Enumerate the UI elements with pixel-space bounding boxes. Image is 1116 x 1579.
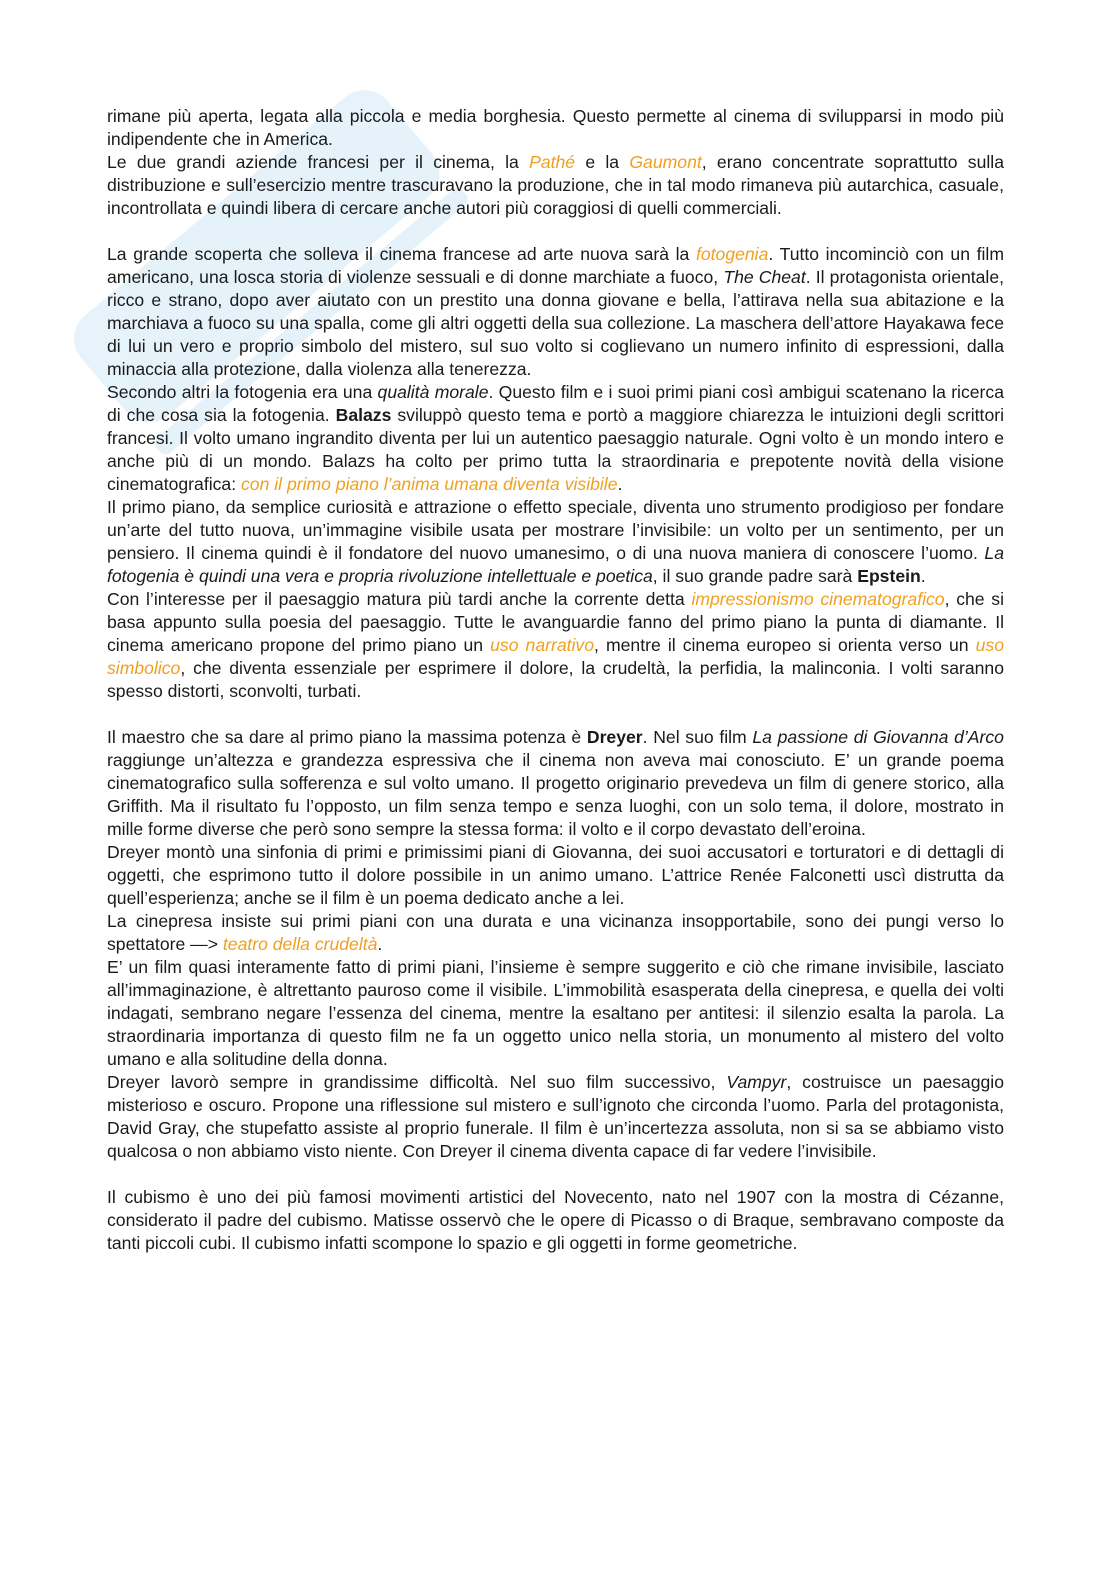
text-segment: Secondo altri la fotogenia era una — [107, 382, 378, 402]
paragraph — [107, 588, 1004, 703]
text-segment: Il cubismo è uno dei più famosi movimenti artistici del Novecento, nato nel 1907 con la mostra di Cézanne, considerato il padre del cubismo. Matisse osservò che le opere di Picasso o di Braque, sembravano composte da tanti piccoli cubi. Il cubismo infatti scompone lo spazio e gli oggetti in forme geometriche. — [107, 1187, 1004, 1253]
text-segment: rimane più aperta, legata alla piccola e media borghesia. Questo permette al cinema di svilupparsi in modo più indipendente che in America. — [107, 106, 1004, 149]
text-segment: . — [377, 934, 383, 954]
highlighted-term: uso simbolico — [107, 635, 1004, 678]
highlighted-term: uso narrativo — [490, 635, 595, 655]
paragraph — [107, 381, 1004, 496]
bold-name: Dreyer — [586, 727, 643, 747]
paragraph — [107, 151, 1004, 220]
text-segment: . Questo film e i suoi primi piani così ambigui scatenano la ricerca di che cosa sia la fotogenia. — [107, 382, 1004, 425]
italic-text: The Cheat — [723, 267, 806, 287]
text-segment: , il suo grande padre sarà — [652, 566, 858, 586]
text-segment: sviluppò questo tema e portò a maggiore chiarezza le intuizioni degli scrittori francesi. Il volto umano ingrandito diventa per lui un autentico paesaggio naturale. Ogni volto è un mondo intero e anche più di un mondo. Balazs ha colto per primo tutta la straordinaria e prepotente novità della visione cinematografica: — [107, 405, 1004, 494]
paragraph — [107, 1186, 1004, 1255]
text-segment: . — [920, 566, 926, 586]
paragraph — [107, 1071, 1004, 1163]
paragraph — [107, 243, 1004, 381]
document-page — [107, 105, 1004, 1255]
text-segment: Le due grandi aziende francesi per il cinema, la — [107, 152, 530, 172]
highlighted-term: con il primo piano l’anima umana diventa visibile — [240, 474, 618, 494]
paragraph — [107, 496, 1004, 588]
italic-text: Vampyr — [726, 1072, 787, 1092]
text-segment: Dreyer montò una sinfonia di primi e primissimi piani di Giovanna, dei suoi accusatori e torturatori e di dettagli di oggetti, che esprimono tutto il dolore possibile in un animo umano. L’attrice Renée Falconetti uscì distrutta da quell’esperienza; anche se il film è un poema dedicato anche a lei. — [107, 842, 1004, 908]
italic-text: La passione di Giovanna d’Arco — [752, 727, 1004, 747]
text-segment: Dreyer lavorò sempre in grandissime difficoltà. Nel suo film successivo, — [107, 1072, 727, 1092]
text-segment: . Tutto incominciò con un film americano, una losca storia di violenze sessuali e di donne marchiate a fuoco, — [107, 244, 1004, 287]
text-segment: Il maestro che sa dare al primo piano la massima potenza è — [107, 727, 587, 747]
text-segment: . Nel suo film — [642, 727, 753, 747]
text-segment: e la — [575, 152, 630, 172]
text-segment: , che diventa essenziale per esprimere il dolore, la crudeltà, la perfidia, la malinconia. I volti saranno spesso distorti, sconvolti, turbati. — [107, 658, 1004, 701]
text-segment: La cinepresa insiste sui primi piani con una durata e una vicinanza insopportabile, sono dei pungi verso lo spettatore —> — [107, 911, 1004, 954]
highlighted-term: fotogenia — [695, 244, 769, 264]
italic-text: La fotogenia è quindi una vera e propria rivoluzione intellettuale e poetica — [107, 543, 1004, 586]
highlighted-term: Pathé — [529, 152, 576, 172]
text-segment: La grande scoperta che solleva il cinema francese ad arte nuova sarà la — [107, 244, 696, 264]
text-segment: , mentre il cinema europeo si orienta verso un — [594, 635, 976, 655]
text-segment: . — [617, 474, 623, 494]
italic-text: qualità morale — [377, 382, 489, 402]
text-segment: Il primo piano, da semplice curiosità e attrazione o effetto speciale, diventa uno strumento prodigioso per fondare un’arte del tutto nuova, un’immagine visibile usata per mostrare l’invisibile: un volto per un sentimento, per un pensiero. Il cinema quindi è il fondatore del nuovo umanesimo, o di una nuova maniera di conoscere l’uomo. — [107, 497, 1004, 563]
text-segment: , erano concentrate soprattutto sulla distribuzione e sull’esercizio mentre trascuravano la produzione, che in tal modo rimaneva più autarchica, casuale, incontrollata e quindi libera di cercare anche autori più coraggiosi di quelli commerciali. — [107, 152, 1004, 218]
paragraph — [107, 841, 1004, 910]
text-segment: , costruisce un paesaggio misterioso e oscuro. Propone una riflessione sul mistero e sull’ignoto che circonda l’uomo. Parla del protagonista, David Gray, che stupefatto assiste al proprio funerale. Il film è un’incertezza assoluta, non si sa se abbiamo visto qualcosa o non abbiamo visto niente. Con Dreyer il cinema diventa capace di far vedere l’invisibile. — [107, 1072, 1004, 1161]
bold-name: Epstein — [857, 566, 921, 586]
paragraph — [107, 956, 1004, 1071]
highlighted-term: impressionismo cinematografico — [691, 589, 945, 609]
text-segment: raggiunge un’altezza e grandezza espressiva che il cinema non aveva mai conosciuto. E’ un grande poema cinematografico sulla sofferenza e sul volto umano. Il progetto originario prevedeva un film di genere storico, alla Griffith. Ma il risultato fu l’opposto, un film senza tempo e senza luoghi, con un solo tema, il dolore, mostrato in mille forme diverse che però sono sempre la stessa forma: il volto e il corpo devastato dell’eroina. — [107, 750, 1004, 839]
paragraph — [107, 105, 1004, 151]
text-segment: . Il protagonista orientale, ricco e strano, dopo aver aiutato con un prestito una donna giovane e bella, l’attirava nella sua abitazione e la marchiava a fuoco su una spalla, come gli altri oggetti della sua collezione. La maschera dell’attore Hayakawa fece di lui un vero e proprio simbolo del mistero, sul suo volto si coglievano un numero infinito di espressioni, dalla minaccia alla protezione, dalla violenza alla tenerezza. — [107, 267, 1005, 379]
text-segment: E’ un film quasi interamente fatto di primi piani, l’insieme è sempre suggerito e ciò che rimane invisibile, lasciato all’immaginazione, è altrettanto pauroso come il visibile. L’immobilità esasperata della cinepresa, e quella dei volti indagati, sembrano negare l’essenza del cinema, mentre la esaltano per antitesi: il silenzio esalta la parola. La straordinaria importanza di questo film ne fa un oggetto unico nella storia, un monumento al mistero del volto umano e alla solitudine della donna. — [107, 957, 1004, 1069]
highlighted-term: Gaumont — [629, 152, 702, 172]
highlighted-term: teatro della crudeltà — [222, 934, 378, 954]
paragraph — [107, 910, 1004, 956]
text-segment: Con l’interesse per il paesaggio matura più tardi anche la corrente detta — [107, 589, 692, 609]
bold-name: Balazs — [335, 405, 392, 425]
paragraph — [107, 726, 1004, 841]
text-segment: , che si basa appunto sulla poesia del paesaggio. Tutte le avanguardie fanno del primo piano la punta di diamante. Il cinema americano propone del primo piano un — [107, 589, 1004, 655]
